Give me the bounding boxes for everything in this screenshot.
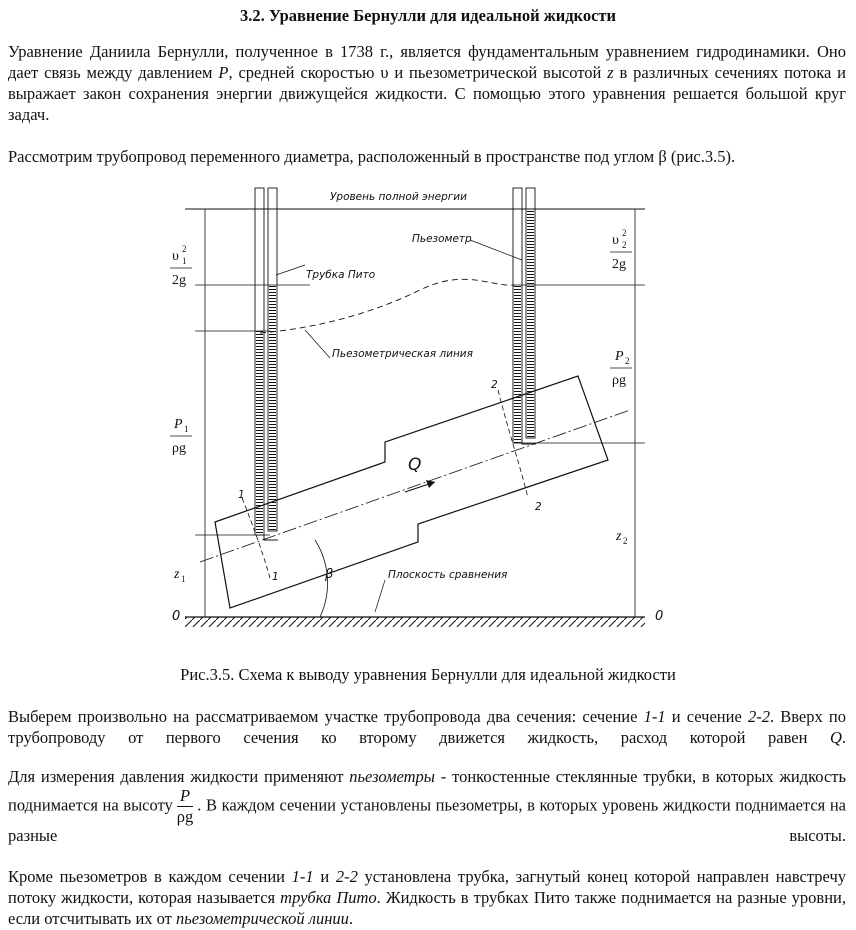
elevation-1 <box>173 567 186 584</box>
zero-left: 0 <box>172 609 181 624</box>
svg-text:Р: Р <box>174 417 183 432</box>
svg-text:1: 1 <box>184 424 189 434</box>
pressure-head-2 <box>610 349 632 388</box>
svg-text:1: 1 <box>182 256 187 266</box>
section-2-label-bottom: 2 <box>535 501 542 513</box>
total-energy-level-label: Уровень полной энергии <box>330 191 467 203</box>
svg-text:2: 2 <box>622 240 627 250</box>
pressure-height-fraction: $\frac{Р}{\rho g}$ <box>176 786 194 826</box>
elevation-2 <box>615 529 628 546</box>
sections-paragraph: Выберем произвольно на рассматриваемом участке трубопровода два сечения: сечение 1-1 и сечение 2-2. Вверх по трубопроводу от первого сечения ко второму движется жидкость, расход которой равен Q. <box>8 707 847 747</box>
svg-text:2: 2 <box>622 228 627 238</box>
svg-text:Р: Р <box>615 349 624 364</box>
svg-text:z: z <box>174 567 180 582</box>
velocity-head-1 <box>170 244 192 288</box>
svg-text:2: 2 <box>623 536 628 546</box>
svg-text:υ: υ <box>612 233 619 248</box>
svg-text:2g: 2g <box>612 257 626 272</box>
svg-text:υ: υ <box>172 249 179 264</box>
piezometric-line-label: Пьезометрическая линия <box>332 348 473 360</box>
pipeline-paragraph: Рассмотрим трубопровод переменного диаметра, расположенный в пространстве под углом β (рис.3.5). <box>8 147 736 166</box>
svg-text:ρg: ρg <box>172 441 186 456</box>
bernoulli-figure <box>160 180 664 650</box>
comparison-plane-label: Плоскость сравнения <box>388 569 508 581</box>
svg-text:ρg: ρg <box>612 373 626 388</box>
svg-text:z: z <box>616 529 622 544</box>
section-1-label-top: 1 <box>238 489 245 501</box>
figure-caption: Рис.3.5. Схема к выводу уравнения Бернулли для идеальной жидкости <box>180 665 676 684</box>
svg-text:1: 1 <box>181 574 186 584</box>
zero-right: 0 <box>655 609 664 624</box>
pressure-head-1 <box>170 417 192 456</box>
bernoulli-diagram <box>160 180 664 650</box>
section-1-label-bottom: 1 <box>272 571 279 583</box>
piezometer-paragraph: Для измерения давления жидкости применяют пьезометры - тонкостенные стеклянные трубки, в которых жидкость поднимается на высоту $\frac{Р}{\rho g}$ . В каждом сечении установлены пьезометры, в которых уровень жидкости поднимается на разные высоты. <box>8 767 847 845</box>
svg-text:2: 2 <box>182 244 187 254</box>
pitot-tube-label: Трубка Пито <box>306 269 376 281</box>
intro-paragraph: Уравнение Даниила Бернулли, полученное в 1738 г., является фундаментальным уравнением гидродинамики. Оно дает связь между давлением Р, средней скоростью υ и пьезометрической высотой z в различных сечениях потока и выражает закон сохранения энергии движущейся жидкости. С помощью этого уравнения решается большой круг задач. <box>8 42 846 124</box>
piezometer-label: Пьезометр <box>412 233 472 245</box>
pitot-paragraph: Кроме пьезометров в каждом сечении 1-1 и 2-2 установлена трубка, загнутый конец которой направлен навстречу потоку жидкости, которая называется трубка Пито. Жидкость в трубках Пито также поднимается на разные уровни, если отсчитывать их от пьезометрической линии. <box>8 867 847 928</box>
angle-label: β <box>325 567 334 582</box>
section-2-label-top: 2 <box>491 379 498 391</box>
section-title: 3.2. Уравнение Бернулли для идеальной жидкости <box>239 6 617 25</box>
svg-text:2: 2 <box>625 356 630 366</box>
flow-rate-label: Q <box>408 455 422 475</box>
velocity-head-2 <box>610 228 632 272</box>
svg-text:2g: 2g <box>172 273 186 288</box>
